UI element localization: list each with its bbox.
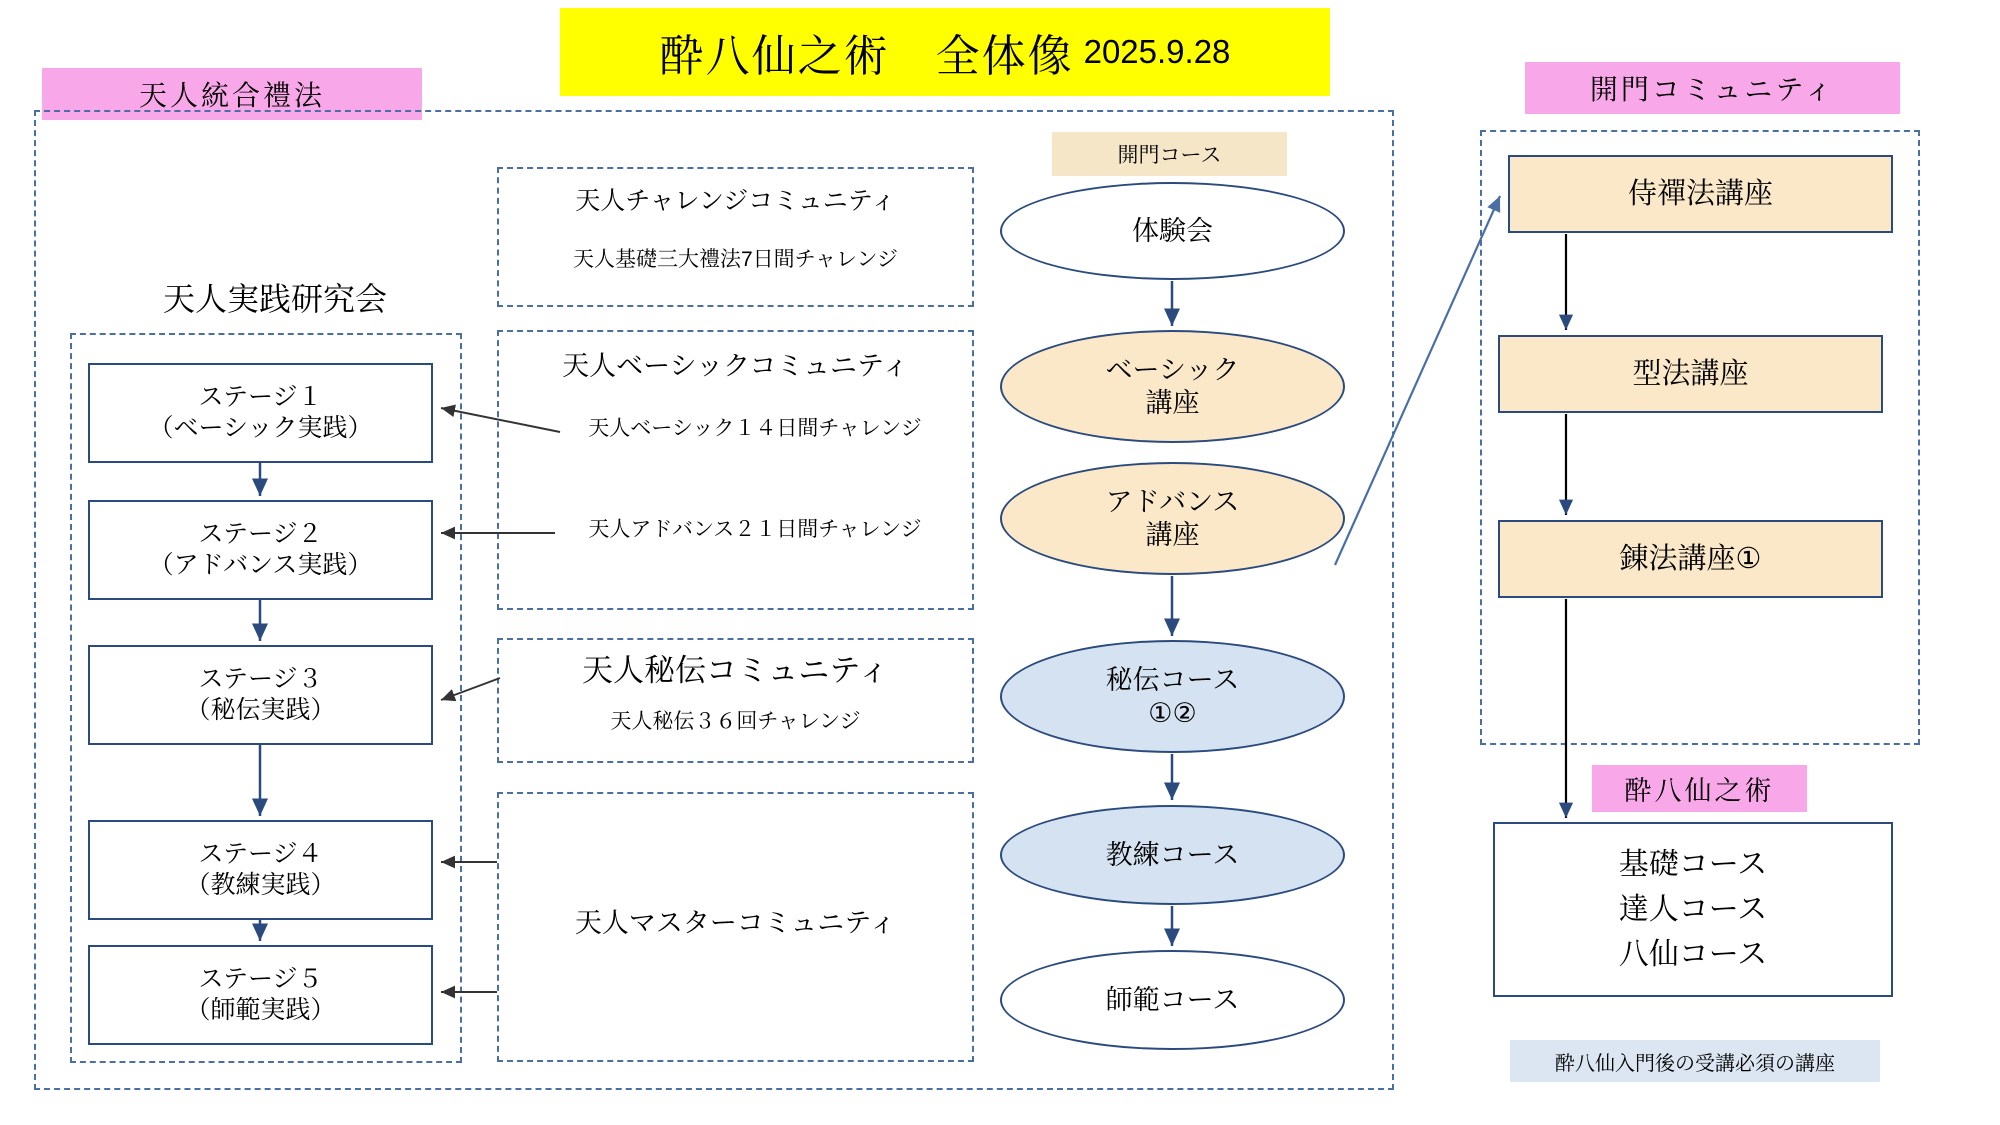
center-node-advance-line1: アドバンス <box>1105 487 1240 518</box>
community-basic-title <box>497 345 974 387</box>
suihassen-label <box>1592 765 1807 812</box>
center-node-advance-line2: 講座 <box>1145 519 1200 550</box>
community-challenge-title <box>497 182 974 222</box>
right-node-jizenho-text: 侍禪法講座 <box>1627 177 1773 210</box>
right-node-renho-text: 錬法講座① <box>1619 542 1762 575</box>
stage-2-line1: ステージ２ <box>198 519 323 548</box>
diagram-title <box>560 8 1330 96</box>
right-section-header-text: 開門コミュニティ <box>1589 74 1836 105</box>
stage-3-line1: ステージ３ <box>198 664 323 693</box>
center-node-taikenkai[interactable] <box>1000 182 1345 280</box>
title-date-text: 2025.9.28 <box>1083 33 1231 70</box>
title-main-text: 酔八仙之術 全体像 <box>659 32 1074 81</box>
center-node-hiden-line2: ①② <box>1148 697 1197 728</box>
stage-box-4[interactable] <box>88 820 433 920</box>
stage-5-line2: （師範実践） <box>185 996 336 1024</box>
center-node-basic[interactable] <box>1000 330 1345 443</box>
practice-group-title <box>80 275 470 325</box>
right-node-kataho[interactable] <box>1498 335 1883 413</box>
community-hiden-sub <box>497 705 974 739</box>
community-challenge-sub <box>497 243 974 277</box>
center-node-kyoren[interactable] <box>1000 805 1345 905</box>
center-course-label-text: 開門コース <box>1117 144 1222 167</box>
community-basic-sub1-text: 天人ベーシック１４日間チャレンジ <box>588 416 922 440</box>
stage-3-line2: （秘伝実践） <box>185 696 336 724</box>
center-node-basic-line2: 講座 <box>1145 387 1200 418</box>
stage-4-line1: ステージ４ <box>198 839 323 868</box>
suihassen-courses-box[interactable] <box>1493 822 1893 997</box>
stage-1-line2: （ベーシック実践） <box>148 414 373 442</box>
center-node-shihan[interactable] <box>1000 950 1345 1050</box>
right-node-jizenho[interactable] <box>1508 155 1893 233</box>
suihassen-course-3: 八仙コース <box>1618 938 1768 971</box>
right-node-kataho-text: 型法講座 <box>1632 357 1749 390</box>
stage-box-1[interactable] <box>88 363 433 463</box>
community-hiden-title <box>497 648 974 694</box>
center-node-advance[interactable] <box>1000 462 1345 575</box>
practice-group-title-text: 天人実践研究会 <box>162 281 387 318</box>
left-section-header-text: 天人統合禮法 <box>138 80 325 111</box>
stage-4-line2: （教練実践） <box>185 871 336 899</box>
stage-1-line1: ステージ１ <box>198 382 323 411</box>
stage-box-5[interactable] <box>88 945 433 1045</box>
community-basic-title-text: 天人ベーシックコミュニティ <box>562 350 909 381</box>
community-basic-sub2-text: 天人アドバンス２１日間チャレンジ <box>588 517 922 541</box>
community-basic-sub2 <box>555 513 955 547</box>
center-node-kyoren-text: 教練コース <box>1105 839 1240 870</box>
center-node-taikenkai-text: 体験会 <box>1132 215 1213 246</box>
footer-note <box>1510 1040 1880 1082</box>
community-master-title <box>497 900 974 946</box>
suihassen-label-text: 酔八仙之術 <box>1624 776 1775 806</box>
community-challenge-title-text: 天人チャレンジコミュニティ <box>575 187 896 216</box>
center-node-basic-line1: ベーシック <box>1105 355 1240 386</box>
community-master-title-text: 天人マスターコミュニティ <box>574 907 897 938</box>
community-hiden-sub-text: 天人秘伝３６回チャレンジ <box>610 709 861 733</box>
stage-2-line2: （アドバンス実践） <box>148 551 373 579</box>
center-node-shihan-text: 師範コース <box>1105 984 1240 1015</box>
community-hiden-title-text: 天人秘伝コミュニティ <box>582 653 889 689</box>
stage-box-2[interactable] <box>88 500 433 600</box>
center-course-label <box>1052 132 1287 176</box>
community-challenge-sub-text: 天人基礎三大禮法7日間チャレンジ <box>573 247 898 271</box>
suihassen-course-1: 基礎コース <box>1618 848 1768 881</box>
stage-5-line1: ステージ５ <box>198 964 323 993</box>
right-section-header <box>1525 62 1900 114</box>
community-basic-sub1 <box>555 412 955 446</box>
center-node-hiden-line1: 秘伝コース <box>1105 665 1240 696</box>
right-node-renho[interactable] <box>1498 520 1883 598</box>
footer-note-text: 酔八仙入門後の受講必須の講座 <box>1555 1052 1835 1075</box>
stage-box-3[interactable] <box>88 645 433 745</box>
suihassen-course-2: 達人コース <box>1618 893 1768 926</box>
center-node-hiden[interactable] <box>1000 640 1345 753</box>
